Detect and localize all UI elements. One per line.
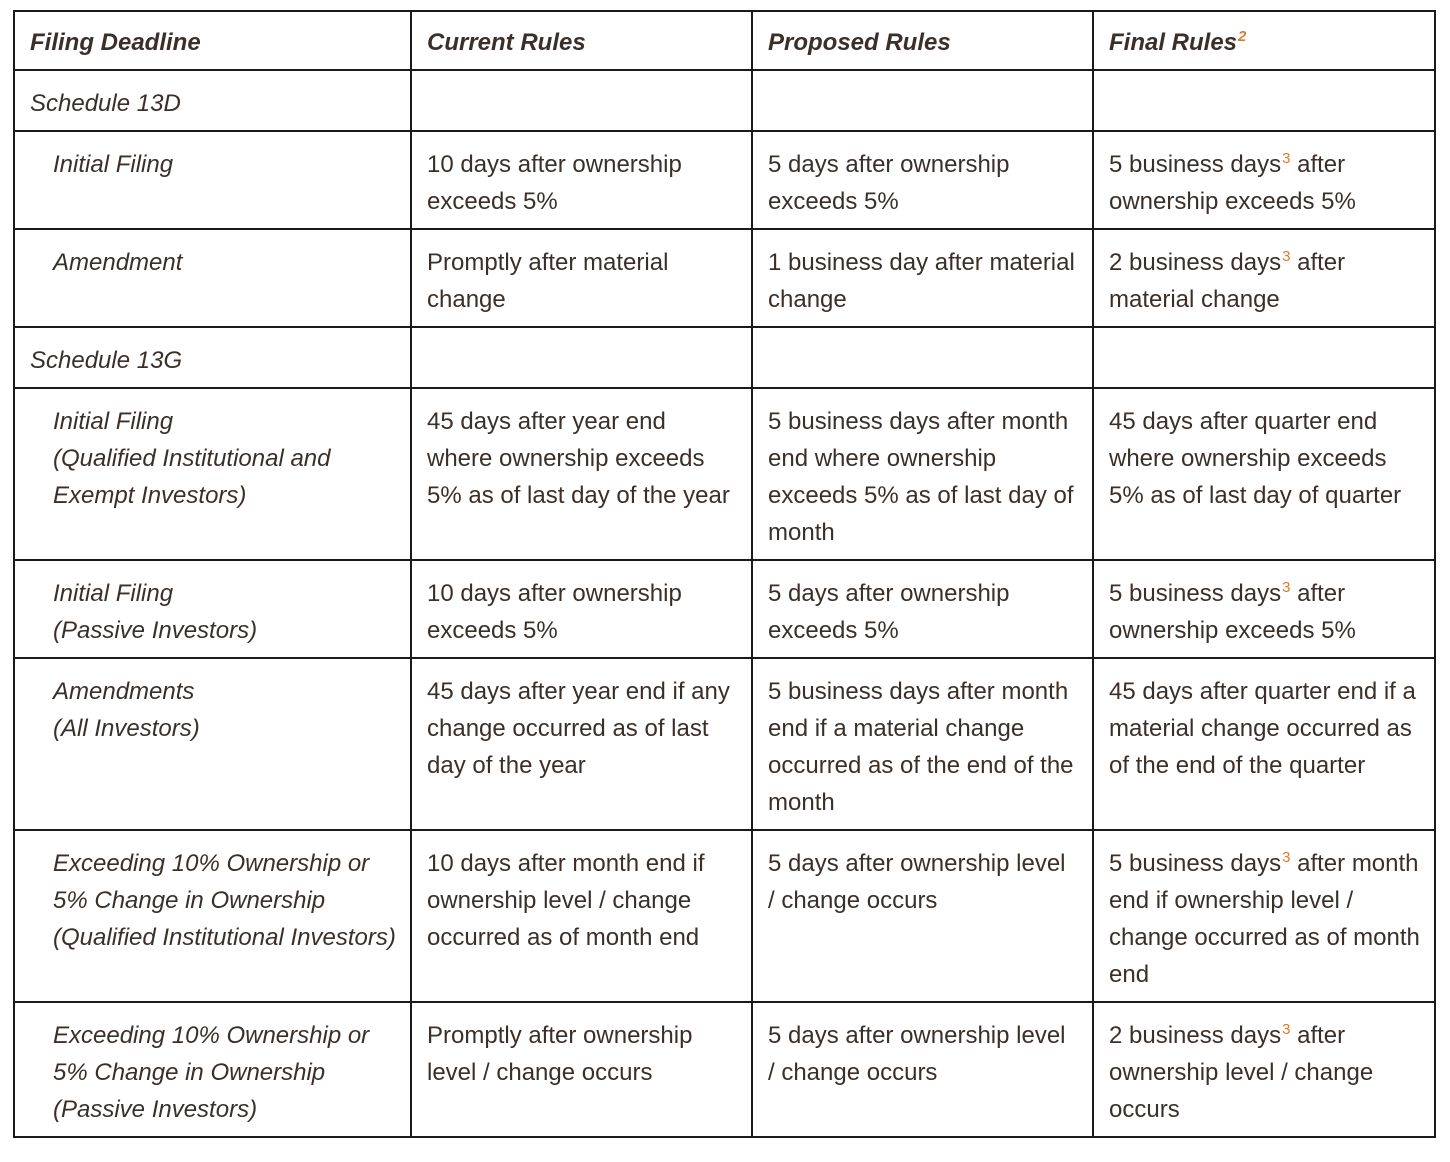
current-rule-cell: Promptly after ownership level / change occurs	[411, 1002, 752, 1137]
final-rule-text: 5 business days	[1109, 850, 1282, 877]
section-title: Schedule 13D	[14, 70, 411, 131]
final-rule-cell	[1093, 560, 1435, 658]
row-label-line: (Passive Investors)	[53, 617, 258, 644]
proposed-rule-cell: 5 business days after month end if a material change occurred as of the end of the month	[752, 658, 1093, 830]
empty-cell	[1093, 327, 1435, 388]
table-body	[14, 70, 1435, 1137]
current-rule-cell: Promptly after material change	[411, 229, 752, 327]
row-label-line: Initial Filing	[53, 408, 174, 435]
proposed-rule-cell: 5 days after ownership exceeds 5%	[752, 131, 1093, 229]
row-label-line: Initial Filing	[53, 151, 174, 178]
footnote-marker: 3	[1282, 248, 1291, 265]
empty-cell	[752, 70, 1093, 131]
table-row	[14, 830, 1435, 1002]
final-rule-cell	[1093, 131, 1435, 229]
proposed-rule-cell: 5 business days after month end where ownership exceeds 5% as of last day of month	[752, 388, 1093, 560]
table-row	[14, 560, 1435, 658]
row-label-line: Exceeding 10% Ownership or 5% Change in Ownership (Qualified Institutional Investors)	[53, 850, 396, 951]
current-rule-cell: 10 days after ownership exceeds 5%	[411, 560, 752, 658]
proposed-rule-cell: 5 days after ownership level / change occurs	[752, 1002, 1093, 1137]
final-rule-text: 2 business days	[1109, 249, 1282, 276]
section-title: Schedule 13G	[14, 327, 411, 388]
final-rule-cell	[1093, 830, 1435, 1002]
table-row	[14, 131, 1435, 229]
current-rule-cell: 10 days after month end if ownership level / change occurred as of month end	[411, 830, 752, 1002]
filing-deadline-table	[13, 10, 1436, 1138]
row-label-line: Amendment	[53, 249, 183, 276]
final-rule-text: 2 business days	[1109, 1022, 1282, 1049]
current-rule-cell: 45 days after year end where ownership exceeds 5% as of last day of the year	[411, 388, 752, 560]
final-rule-text-rest: after ownership level / change occurs	[1109, 1022, 1374, 1123]
proposed-rule-cell: 1 business day after material change	[752, 229, 1093, 327]
row-label	[14, 658, 411, 830]
row-label	[14, 1002, 411, 1137]
footnote-marker: 3	[1282, 849, 1291, 866]
header-row	[14, 11, 1435, 70]
header-final-rules	[1093, 11, 1435, 70]
final-rule-text-rest: after ownership exceeds 5%	[1109, 580, 1356, 644]
header-final-rules-label: Final Rules	[1109, 29, 1238, 56]
final-rule-cell	[1093, 229, 1435, 327]
footnote-marker: 2	[1238, 28, 1247, 45]
row-label	[14, 229, 411, 327]
current-rule-cell: 45 days after year end if any change occurred as of last day of the year	[411, 658, 752, 830]
row-label-line: Amendments	[53, 678, 195, 705]
final-rule-cell	[1093, 1002, 1435, 1137]
row-label	[14, 131, 411, 229]
empty-cell	[411, 327, 752, 388]
final-rule-text: 5 business days	[1109, 151, 1282, 178]
empty-cell	[1093, 70, 1435, 131]
row-label-line: Exceeding 10% Ownership or 5% Change in Ownership (Passive Investors)	[53, 1022, 370, 1123]
footnote-marker: 3	[1282, 579, 1291, 596]
proposed-rule-cell: 5 days after ownership level / change occurs	[752, 830, 1093, 1002]
table-row	[14, 658, 1435, 830]
proposed-rule-cell: 5 days after ownership exceeds 5%	[752, 560, 1093, 658]
final-rule-text-rest: after month end if ownership level / change occurred as of month end	[1109, 850, 1420, 988]
header-proposed-rules: Proposed Rules	[752, 11, 1093, 70]
table-row	[14, 1002, 1435, 1137]
final-rule-cell	[1093, 658, 1435, 830]
section-row	[14, 70, 1435, 131]
row-label	[14, 830, 411, 1002]
row-label	[14, 560, 411, 658]
final-rule-text: 45 days after quarter end if a material change occurred as of the end of the quarter	[1109, 678, 1416, 779]
footnote-marker: 3	[1282, 1021, 1291, 1038]
empty-cell	[411, 70, 752, 131]
final-rule-text-rest: after ownership exceeds 5%	[1109, 151, 1356, 215]
row-label-line: Initial Filing	[53, 580, 174, 607]
footnote-marker: 3	[1282, 150, 1291, 167]
table-row	[14, 229, 1435, 327]
header-current-rules: Current Rules	[411, 11, 752, 70]
final-rule-text-rest: after material change	[1109, 249, 1346, 313]
final-rule-text: 5 business days	[1109, 580, 1282, 607]
final-rule-cell	[1093, 388, 1435, 560]
header-filing-deadline: Filing Deadline	[14, 11, 411, 70]
row-label-line: (Qualified Institutional and Exempt Investors)	[53, 445, 331, 509]
row-label-line: (All Investors)	[53, 715, 200, 742]
table-row	[14, 388, 1435, 560]
section-row	[14, 327, 1435, 388]
empty-cell	[752, 327, 1093, 388]
final-rule-text: 45 days after quarter end where ownership exceeds 5% as of last day of quarter	[1109, 408, 1402, 509]
current-rule-cell: 10 days after ownership exceeds 5%	[411, 131, 752, 229]
row-label	[14, 388, 411, 560]
